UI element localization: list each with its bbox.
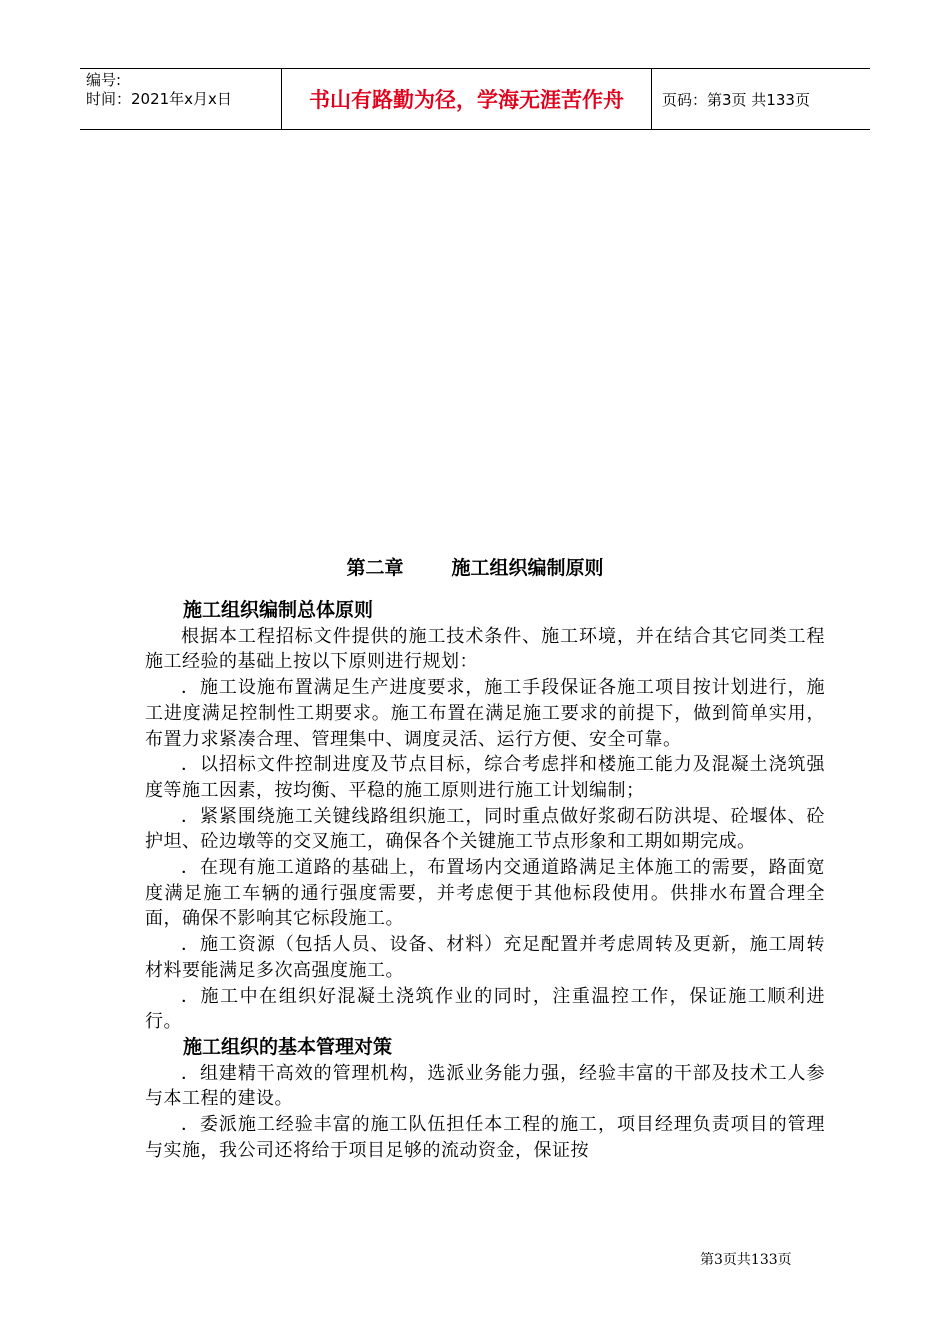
date-label: 时间：2021年x月x日 xyxy=(86,90,232,108)
header-motto: 书山有路勤为径，学海无涯苦作舟 xyxy=(282,69,652,129)
paragraph: ．组建精干高效的管理机构，选派业务能力强，经验丰富的干部及技术工人参与本工程的建设。 xyxy=(145,1062,825,1110)
paragraph: ．在现有施工道路的基础上，布置场内交通道路满足主体施工的需要，路面宽度满足施工车辆的通行强度需要，并考虑便于其他标段使用。供排水布置合理全面，确保不影响其它标段施工。 xyxy=(145,857,825,930)
section-heading: 施工组织的基本管理对策 xyxy=(183,1035,393,1058)
header-page-info: 页码：第3页 共133页 xyxy=(662,90,810,109)
chapter-name: 施工组织编制原则 xyxy=(451,557,604,579)
chapter-number: 第二章 xyxy=(346,557,404,579)
paragraph: 根据本工程招标文件提供的施工技术条件、施工环境，并在结合其它同类工程施工经验的基础上按以下原则进行规划： xyxy=(145,625,825,673)
section-heading: 施工组织编制总体原则 xyxy=(183,599,374,621)
header-meta xyxy=(80,69,282,129)
number-label: 编号: xyxy=(86,71,122,89)
paragraph: ．施工资源（包括人员、设备、材料）充足配置并考虑周转及更新，施工周转材料要能满足多次高强度施工。 xyxy=(145,934,825,981)
paragraph: ．紧紧围绕施工关键线路组织施工，同时重点做好浆砌石防洪堤、砼堰体、砼护坦、砼边墩等的交叉施工，确保各个关键施工节点形象和工期如期完成。 xyxy=(145,805,825,853)
paragraph: ．施工设施布置满足生产进度要求，施工手段保证各施工项目按计划进行，施工进度满足控制性工期要求。施工布置在满足施工要求的前提下，做到简单实用，布置力求紧凑合理、管理集中、调度灵活、运行方便、安全可靠。 xyxy=(145,677,825,750)
paragraph: ．委派施工经验丰富的施工队伍担任本工程的施工，项目经理负责项目的管理与实施，我公司还将给于项目足够的流动资金，保证按 xyxy=(145,1114,825,1161)
chapter-title xyxy=(0,553,950,580)
paragraph: ．以招标文件控制进度及节点目标，综合考虑拌和楼施工能力及混凝土浇筑强度等施工因素，按均衡、平稳的施工原则进行施工计划编制； xyxy=(145,754,825,801)
paragraph: ．施工中在组织好混凝土浇筑作业的同时，注重温控工作，保证施工顺利进行。 xyxy=(145,985,825,1033)
page-header xyxy=(80,68,870,130)
page-footer: 第3页共133页 xyxy=(700,1252,792,1268)
document-body xyxy=(145,598,825,1163)
